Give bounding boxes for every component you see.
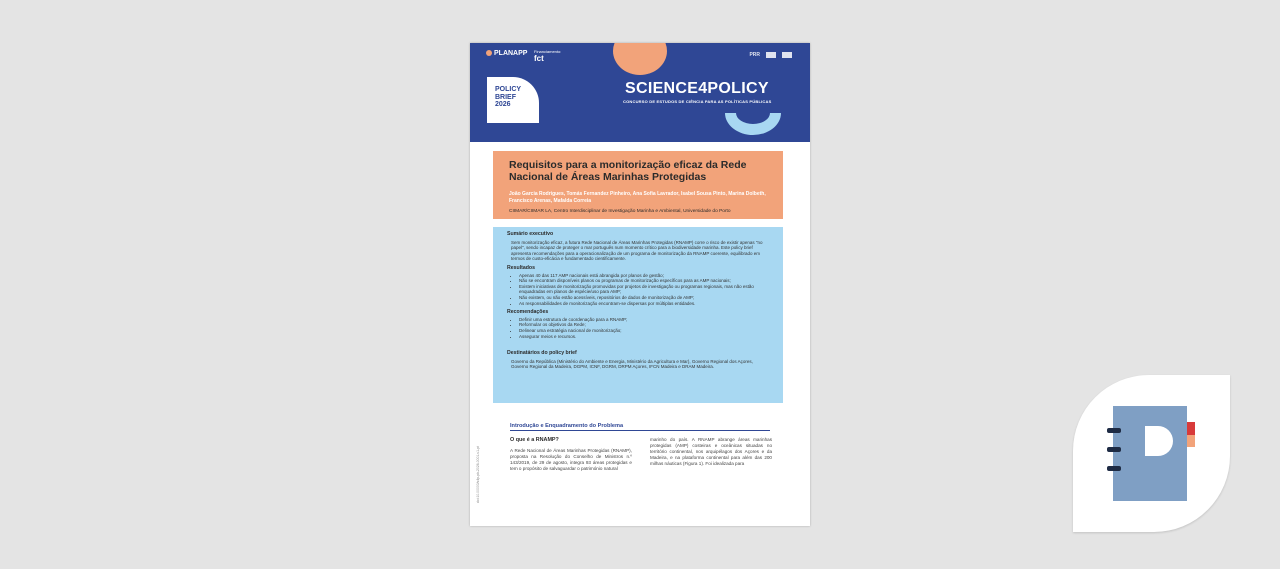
notebook-ring	[1107, 447, 1121, 452]
title-box	[493, 151, 783, 219]
republic-logo	[766, 52, 776, 58]
summary-box	[493, 227, 783, 403]
side-identifier: doi:10.00000/s4p-pb-2026-0001-v1-pt	[476, 446, 480, 503]
recipients-heading: Destinatários do policy brief	[507, 350, 577, 357]
body-column-right	[650, 437, 772, 467]
list-item: • Não existem, ou não estão acessíveis, repositórios de dados de monitorização de AMP;	[519, 295, 769, 301]
body-column-left	[510, 437, 632, 472]
affiliation: CIIMAR/CIIMAR LA, Centro Interdisciplinar de Investigação Marinha e Ambiental, Universidade do Porto	[509, 209, 731, 214]
list-item: • As responsabilidades de monitorização encontram-se dispersas por múltiplas entidades.	[519, 301, 769, 307]
list-item: • Assegurar meios e recursos.	[519, 334, 769, 340]
notebook-ring	[1107, 466, 1121, 471]
orange-circle-decoration	[613, 43, 667, 75]
results-list	[511, 273, 769, 307]
exec-summary-text: Sem monitorização eficaz, a futura Rede Nacional de Áreas Marinhas Protegidas (RNAMP) corre o risco de existir apenas "no papel", sendo incapaz de proteger o mar português num momento crítico para a biodiversidade marinha. Este policy brief apresenta recomendações para a operacionalização de um programa de monitorização da RNAMP coerente, equilibrado em termos de custo-eficácia e fundamentado cientificamente.	[511, 239, 763, 262]
eu-logo	[782, 52, 792, 58]
header-banner	[470, 43, 810, 142]
banner-title: SCIENCE4POLICY	[625, 80, 769, 97]
authors: João Garcia Rodrigues, Tomás Fernandez Pinheiro, Ana Sofia Lavrador, Isabel Sousa Pinto, Marina Dolbeth, Francisco Arenas, Mafalda Correia	[509, 191, 766, 204]
body-text-right: marinho do país. A RNAMP abrange áreas marinhas protegidas (AMP) costeiras e oceânicas situadas no território continental, nos arquipélagos dos Açores e da Madeira, e na plataforma continental para além das 200 milhas náuticas (Figura 1). Foi idealizada para	[650, 437, 772, 466]
document-title: Requisitos para a monitorização eficaz da Rede Nacional de Áreas Marinhas Protegidas	[509, 159, 747, 183]
exec-summary-heading: Sumário executivo	[507, 231, 554, 237]
planapp-logo: PLANAPP	[486, 50, 527, 57]
policy-brief-page	[470, 43, 810, 526]
list-item: • Delinear uma estratégia nacional de monitorização;	[519, 328, 769, 334]
prr-logo: PRR	[749, 52, 760, 58]
recipients-text: Governo da República (Ministério do Ambiente e Energia, Ministério da Agricultura e Mar), Governo Regional dos Açores, Governo Regional da Madeira, DGPM, ICNF, DGRM, DRPM Açores, IFCN Madeira e DRAM Madeira.	[511, 358, 753, 370]
banner-subtitle: CONCURSO DE ESTUDOS DE CIÊNCIA PARA AS POLÍTICAS PÚBLICAS	[623, 99, 772, 104]
list-item: • Existem iniciativas de monitorização promovidas por projetos de investigação ou programas regionais, mas não estão enquadradas em planos de espécie/uso para AMP;	[519, 284, 769, 295]
fct-logo: Financiamento: fct	[534, 49, 562, 63]
partner-logos	[749, 52, 792, 58]
recs-list	[511, 317, 769, 339]
notebook-ring	[1107, 428, 1121, 433]
section-heading: Introdução e Enquadramento do Problema	[510, 423, 770, 431]
list-item: • Não se encontram disponíveis planos ou programas de monitorização específicos para as AMP nacionais;	[519, 278, 769, 284]
recs-heading: Recomendações	[507, 309, 549, 316]
list-item: • Definir uma estrutura de coordenação para a RNAMP;	[519, 317, 769, 323]
notebook-app-icon[interactable]	[1073, 375, 1230, 532]
results-heading: Resultados	[507, 264, 535, 271]
body-text-left: A Rede Nacional de Áreas Marinhas Protegidas (RNAMP), proposta na Resolução do Conselho de Ministros n.º 143/2019, de 29 de agosto, integra 93 áreas protegidas e tem o propósito de salvaguardar o património natural	[510, 448, 632, 471]
list-item: • Reformular os objetivos da Rede;	[519, 322, 769, 328]
question-heading: O que é a RNAMP?	[510, 437, 559, 443]
policy-brief-badge: POLICY BRIEF 2026	[487, 77, 539, 123]
list-item: • Apenas 40 das 117 AMP nacionais está abrangida por planos de gestão;	[519, 273, 769, 279]
